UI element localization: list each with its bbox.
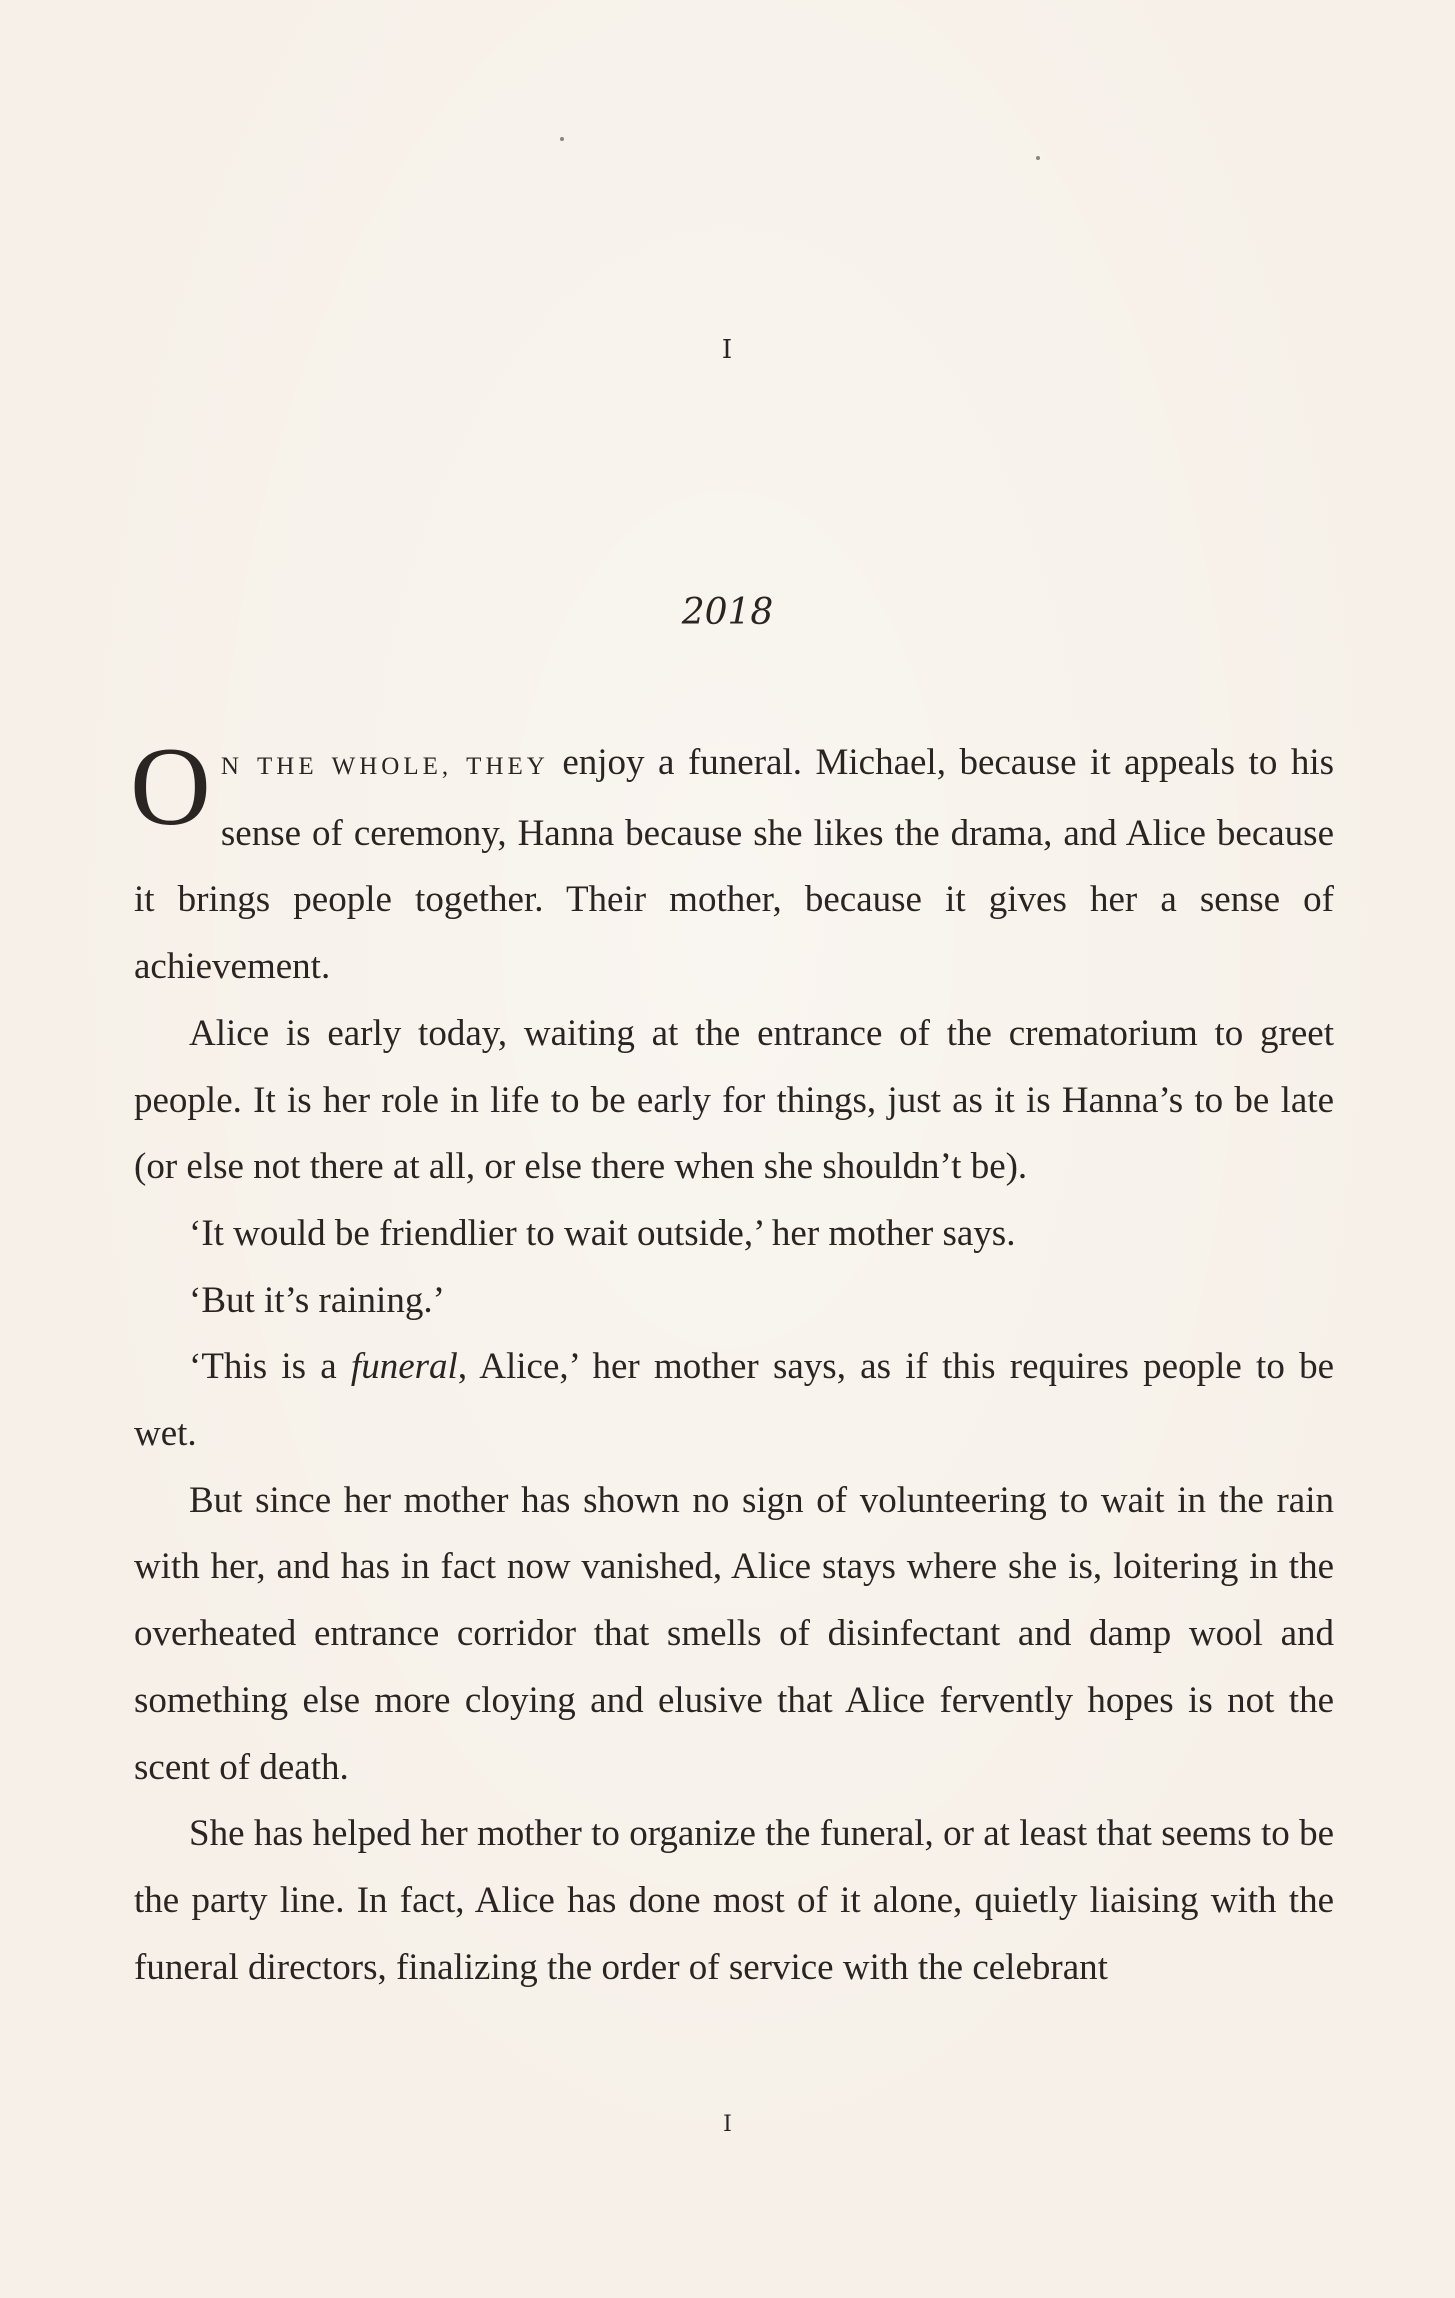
chapter-number: I bbox=[721, 335, 734, 365]
paper-speck bbox=[1036, 156, 1040, 160]
paragraph: She has helped her mother to organize the funeral, or at least that seems to be the party line. In fact, Alice has done most of it alone, quietly liaising with the funeral directors, finalizing the order of service with the celebrant bbox=[134, 1813, 1334, 1988]
chapter-year: 2018 bbox=[681, 592, 774, 633]
chapter-body bbox=[130, 725, 1335, 2001]
paper-speck bbox=[560, 137, 564, 141]
paragraph: But since her mother has shown no sign of volunteering to wait in the rain with her, and has in fact now vanished, Alice stays where she is, loitering in the overheated entrance corridor that smells of disinfectant and damp wool and something else more cloying and elusive that Alice fervently hopes is not the scent of death. bbox=[134, 1479, 1334, 1788]
paragraph-text: , Alice,’ her mother says, as if this requires people to be wet. bbox=[134, 1346, 1334, 1455]
paragraph: ‘It would be friendlier to wait outside,’ her mother says. bbox=[189, 1212, 1016, 1254]
paragraph-text: enjoy a funeral. Michael, because it appeals to his sense of ceremony, Hanna because she likes the drama, and Alice because it brings people together. Their mother, because it gives her a sense of achievement. bbox=[134, 742, 1335, 988]
page-number: I bbox=[723, 2112, 732, 2137]
paragraph: ‘But it’s raining.’ bbox=[189, 1279, 445, 1321]
italic-emphasis: funeral bbox=[350, 1346, 458, 1388]
paragraph: Alice is early today, waiting at the entrance of the crematorium to greet people. It is her role in life to be early for things, just as it is Hanna’s to be late (or else not there at all, or else there when she shouldn’t be). bbox=[134, 1012, 1334, 1188]
small-caps-lead-in: N THE WHOLE, THEY bbox=[220, 753, 549, 780]
paragraph bbox=[134, 1334, 1334, 1467]
paragraph-text: ‘This is a bbox=[189, 1346, 351, 1388]
paragraph bbox=[130, 725, 1335, 1001]
drop-cap: O bbox=[130, 725, 211, 849]
